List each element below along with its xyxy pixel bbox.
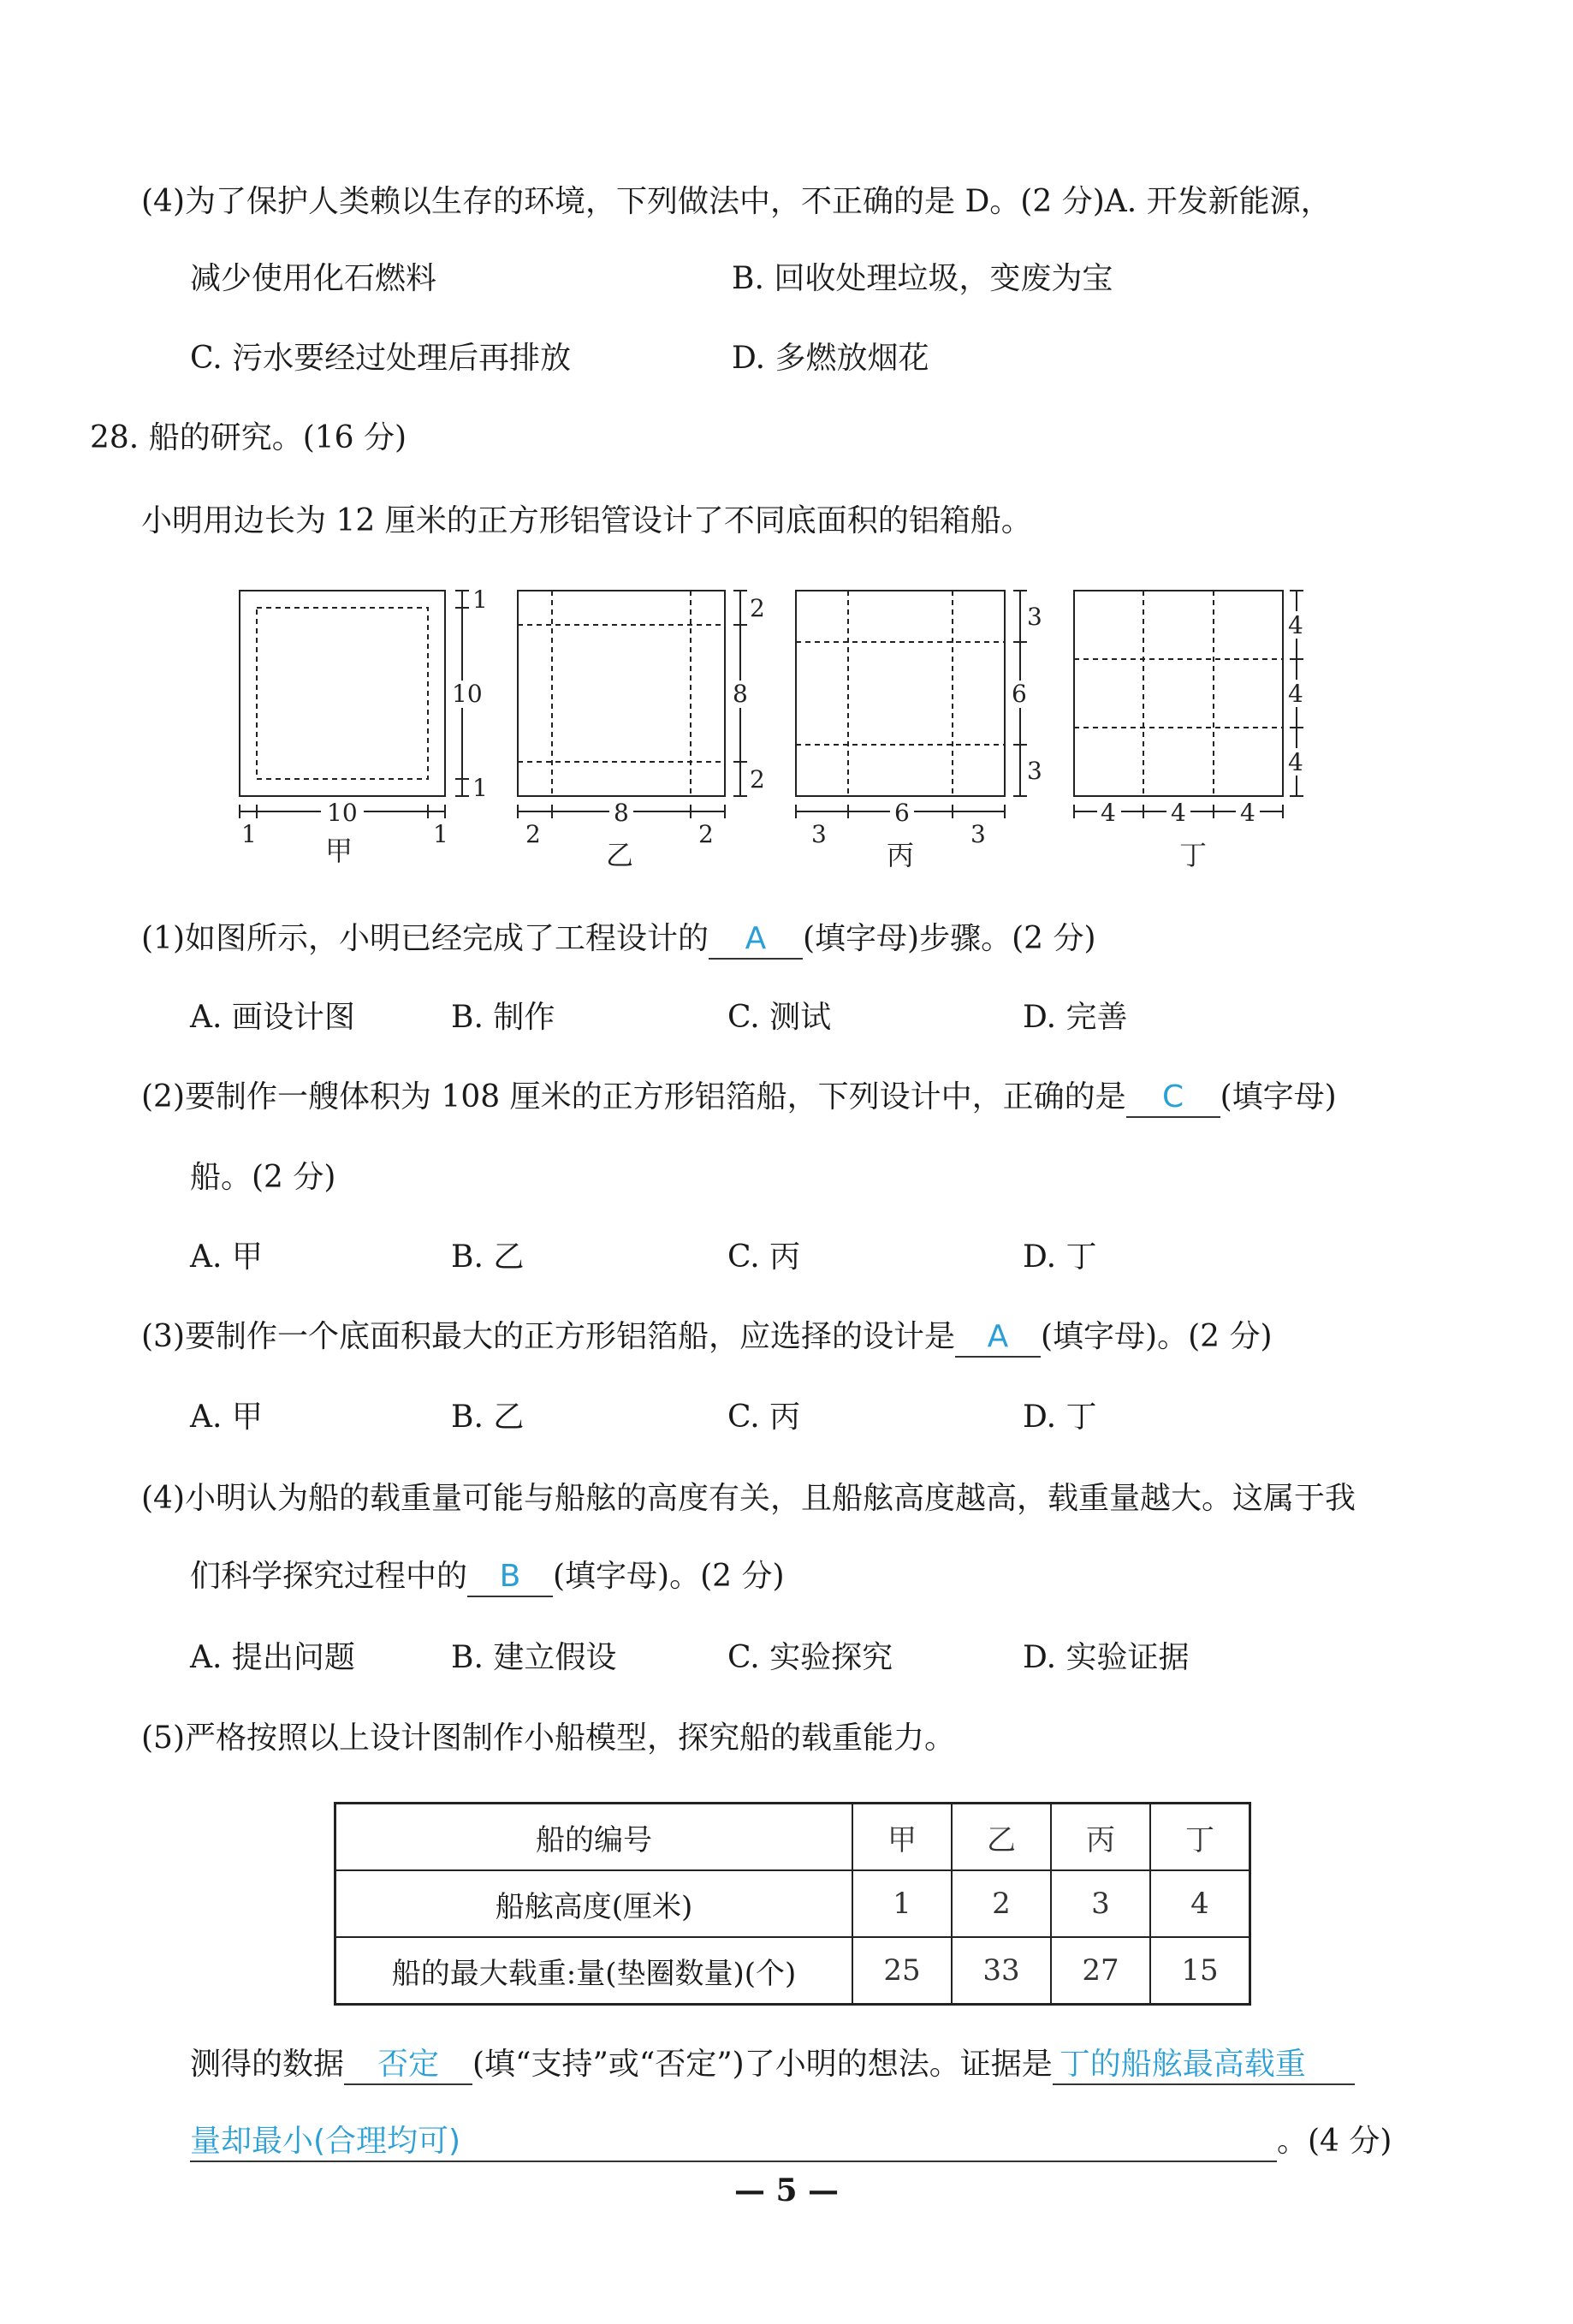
table-cell: 船舷高度(厘米) — [335, 1870, 853, 1937]
q28-p3-option-b: B. 乙 — [451, 1400, 525, 1435]
q28-p4-answer: B — [467, 1558, 553, 1597]
q28-p5-conclusion — [190, 2044, 1355, 2085]
table-header-cell: 丁 — [1150, 1804, 1250, 1871]
q28-p3-pre: (3)要制作一个底面积最大的正方形铝箔船，应选择的设计是 — [141, 1319, 955, 1354]
q28-p2-post: (填字母) — [1220, 1079, 1337, 1114]
q28-p3-stem — [141, 1317, 1273, 1358]
table-row — [335, 1937, 1250, 2005]
table-cell: 1 — [852, 1870, 952, 1937]
ding-bot-left: 4 — [1101, 799, 1116, 827]
table-cell: 2 — [952, 1870, 1051, 1937]
bing-side-top: 3 — [1027, 603, 1042, 631]
q28-p2-option-a: A. 甲 — [190, 1239, 263, 1275]
ding-bot-mid: 4 — [1171, 799, 1186, 827]
q28-p3-post: (填字母)。(2 分) — [1041, 1319, 1273, 1354]
figure-jia — [240, 591, 445, 796]
q28-p5-mid: (填“支持”或“否定”)了小明的想法。证据是 — [472, 2047, 1053, 2082]
figure-bing — [796, 591, 1005, 796]
boat-design-figures — [0, 574, 1573, 890]
q28-p1-option-a: A. 画设计图 — [190, 1000, 355, 1035]
table-header-cell: 船的编号 — [335, 1804, 853, 1871]
figure-label-yi: 乙 — [606, 839, 634, 871]
q28-p1-stem — [141, 918, 1096, 960]
q28-p1-answer: A — [709, 920, 803, 960]
ding-side-mid: 4 — [1288, 680, 1303, 708]
q28-p3-option-d: D. 丁 — [1023, 1400, 1097, 1435]
table-row — [335, 1870, 1250, 1937]
yi-bot-right: 2 — [698, 820, 714, 848]
ding-bot-right: 4 — [1240, 799, 1255, 827]
q28-p1-option-b: B. 制作 — [451, 1000, 555, 1035]
q28-p4-option-d: D. 实验证据 — [1023, 1640, 1190, 1675]
table-header-cell: 乙 — [952, 1804, 1051, 1871]
ding-side-bot: 4 — [1288, 748, 1303, 776]
q28-p5-stem: (5)严格按照以上设计图制作小船模型，探究船的载重能力。 — [141, 1721, 955, 1756]
table-header-cell: 甲 — [852, 1804, 952, 1871]
q27-4-stem-cont: 减少使用化石燃料 — [190, 261, 437, 296]
q28-p2-option-d: D. 丁 — [1023, 1239, 1097, 1275]
bing-bot-right: 3 — [971, 820, 986, 848]
q28-p3-option-a: A. 甲 — [190, 1400, 263, 1435]
q28-p2-answer: C — [1126, 1079, 1220, 1118]
q27-4-stem: (4)为了保护人类赖以生存的环境，下列做法中，不正确的是 D。(2 分)A. 开发新能源， — [141, 184, 1332, 219]
bing-bot-mid: 6 — [894, 799, 910, 827]
q27-4-option-b: B. 回收处理垃圾，变废为宝 — [732, 261, 1113, 296]
load-capacity-table — [334, 1802, 1251, 2006]
jia-side-bot: 1 — [472, 774, 488, 802]
yi-bot-left: 2 — [525, 820, 541, 848]
table-cell: 船的最大载重:量(垫圈数量)(个) — [335, 1937, 853, 2005]
q27-4-option-d: D. 多燃放烟花 — [732, 341, 929, 376]
q28-p2-option-c: C. 丙 — [727, 1239, 801, 1275]
q28-p4-post: (填字母)。(2 分) — [553, 1559, 785, 1594]
jia-side-top: 1 — [472, 585, 488, 614]
table-row — [335, 1804, 1250, 1871]
q28-p2-stem — [141, 1077, 1337, 1118]
q28-p5-answer2b: 量却最小(合理均可) — [190, 2123, 1277, 2162]
q28-intro: 小明用边长为 12 厘米的正方形铝管设计了不同底面积的铝箱船。 — [141, 503, 1032, 538]
table-cell: 33 — [952, 1937, 1051, 2005]
figure-label-jia: 甲 — [325, 835, 353, 867]
figure-yi — [518, 591, 725, 796]
figure-label-ding: 丁 — [1179, 839, 1208, 871]
jia-side-mid: 10 — [452, 680, 483, 708]
table-cell: 27 — [1051, 1937, 1150, 2005]
yi-side-top: 2 — [750, 594, 765, 622]
q28-p5-post: 。(4 分) — [1277, 2124, 1392, 2159]
q28-p5-answer2a: 丁的船舷最高载重 — [1053, 2046, 1355, 2085]
table-cell: 15 — [1150, 1937, 1250, 2005]
yi-side-bot: 2 — [750, 765, 765, 793]
bing-side-bot: 3 — [1027, 757, 1042, 785]
q28-p2-cont: 船。(2 分) — [190, 1160, 336, 1195]
table-cell: 25 — [852, 1937, 952, 2005]
figure-label-bing: 丙 — [887, 839, 915, 871]
table-header-cell: 丙 — [1051, 1804, 1150, 1871]
q28-p5-conclusion-line2 — [190, 2121, 1392, 2162]
ding-side-top: 4 — [1288, 611, 1303, 639]
q28-title: 28. 船的研究。(16 分) — [90, 420, 407, 455]
q28-p4-option-b: B. 建立假设 — [451, 1640, 617, 1675]
q28-p1-post: (填字母)步骤。(2 分) — [803, 921, 1096, 956]
q28-p2-pre: (2)要制作一艘体积为 108 厘米的正方形铝箔船，下列设计中，正确的是 — [141, 1079, 1126, 1114]
q27-4-option-c: C. 污水要经过处理后再排放 — [190, 341, 572, 376]
yi-bot-mid: 8 — [614, 799, 629, 827]
bing-bot-left: 3 — [811, 820, 827, 848]
yi-side-mid: 8 — [733, 680, 748, 708]
jia-bot-right: 1 — [433, 820, 448, 848]
jia-bot-mid: 10 — [327, 799, 358, 827]
q28-p4-option-c: C. 实验探究 — [727, 1640, 893, 1675]
q28-p3-option-c: C. 丙 — [727, 1400, 801, 1435]
q28-p1-option-c: C. 测试 — [727, 1000, 832, 1035]
q28-p1-option-d: D. 完善 — [1023, 1000, 1128, 1035]
table-cell: 3 — [1051, 1870, 1150, 1937]
table-cell: 4 — [1150, 1870, 1250, 1937]
q28-p4-line2 — [190, 1556, 785, 1597]
q28-p3-answer: A — [955, 1318, 1041, 1358]
bing-side-mid: 6 — [1012, 680, 1027, 708]
q28-p5-pre: 测得的数据 — [190, 2047, 345, 2082]
jia-bot-left: 1 — [241, 820, 257, 848]
q28-p4-pre: 们科学探究过程中的 — [190, 1559, 468, 1594]
q28-p1-pre: (1)如图所示，小明已经完成了工程设计的 — [141, 921, 709, 956]
figure-ding — [1074, 591, 1283, 796]
q28-p4-option-a: A. 提出问题 — [190, 1640, 355, 1675]
q28-p5-answer1: 否定 — [344, 2046, 472, 2085]
q28-p2-option-b: B. 乙 — [451, 1239, 525, 1275]
q28-p4-stem: (4)小明认为船的载重量可能与船舷的高度有关，且船舷高度越高，载重量越大。这属于我 — [141, 1481, 1356, 1516]
page-number: — 5 — — [733, 2172, 840, 2208]
